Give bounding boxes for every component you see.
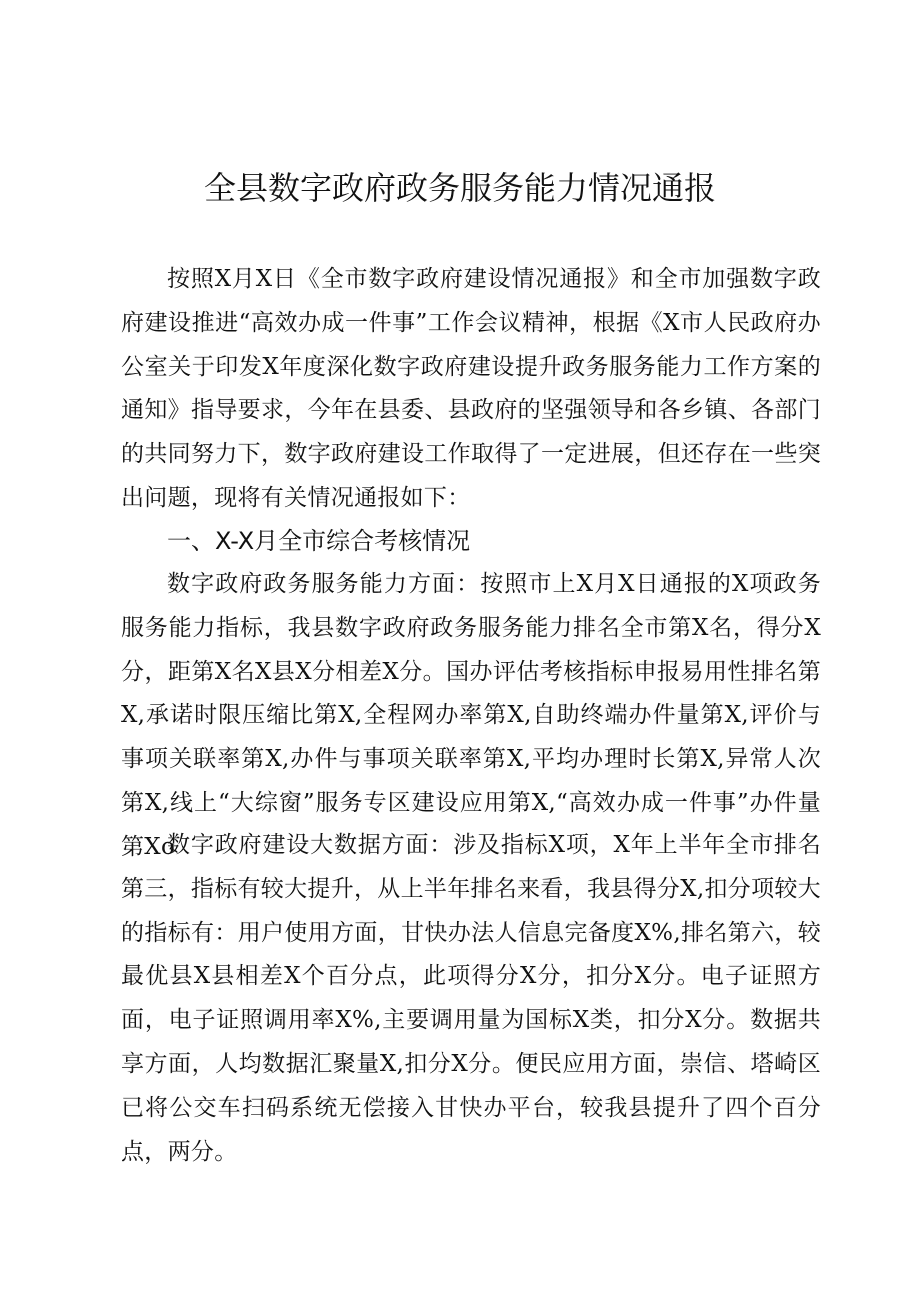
- section1-paragraph-2: 数字政府建设大数据方面：涉及指标X项，X年上半年全市排名第三，指标有较大提升，从上半年排名来看，我县得分X,扣分项较大的指标有：用户使用方面，甘快办法人信息完备度X%,排名第六，较最优县X县相差X个百分点，此项得分X分，扣分X分。电子证照方面，电子证照调用率X%,主要调用量为国标X类，扣分X分。数据共享方面，人均数据汇聚量X,扣分X分。便民应用方面，崇信、塔崎区已将公交车扫码系统无偿接入甘快办平台，较我县提升了四个百分点，两分。: [121, 832, 821, 1165]
- document-title: 全县数字政府政务服务能力情况通报: [203, 169, 716, 207]
- section1-paragraph-1: 数字政府政务服务能力方面：按照市上X月X日通报的X项政务服务能力指标，我县数字政府政务服务能力排名全市第X名，得分X分，距第X名X县X分相差X分。国办评估考核指标申报易用性排名第X,承诺时限压缩比第X,全程网办率第X,自助终端办件量第X,评价与事项关联率第X,办件与事项关联率第X,平均办理时长第X,异常人次第X,线上“大综窗”服务专区建设应用第X,“高效办成一件事”办件量第Xo: [121, 571, 821, 860]
- section-heading: 一、X-X月全市综合考核情况: [167, 527, 471, 555]
- section1-paragraph-2-block: [121, 824, 821, 1174]
- intro-paragraph: 按照X月X日《全市数字政府建设情况通报》和全市加强数字政府建设推进“高效办成一件事”工作会议精神，根据《X市人民政府办公室关于印发X年度深化数字政府建设提升政务服务能力工作方案的通知》指导要求，今年在县委、县政府的坚强领导和各乡镇、各部门的共同努力下，数字政府建设工作取得了一定进展，但还存在一些突出问题，现将有关情况通报如下：: [121, 266, 821, 511]
- intro-block: [121, 258, 821, 521]
